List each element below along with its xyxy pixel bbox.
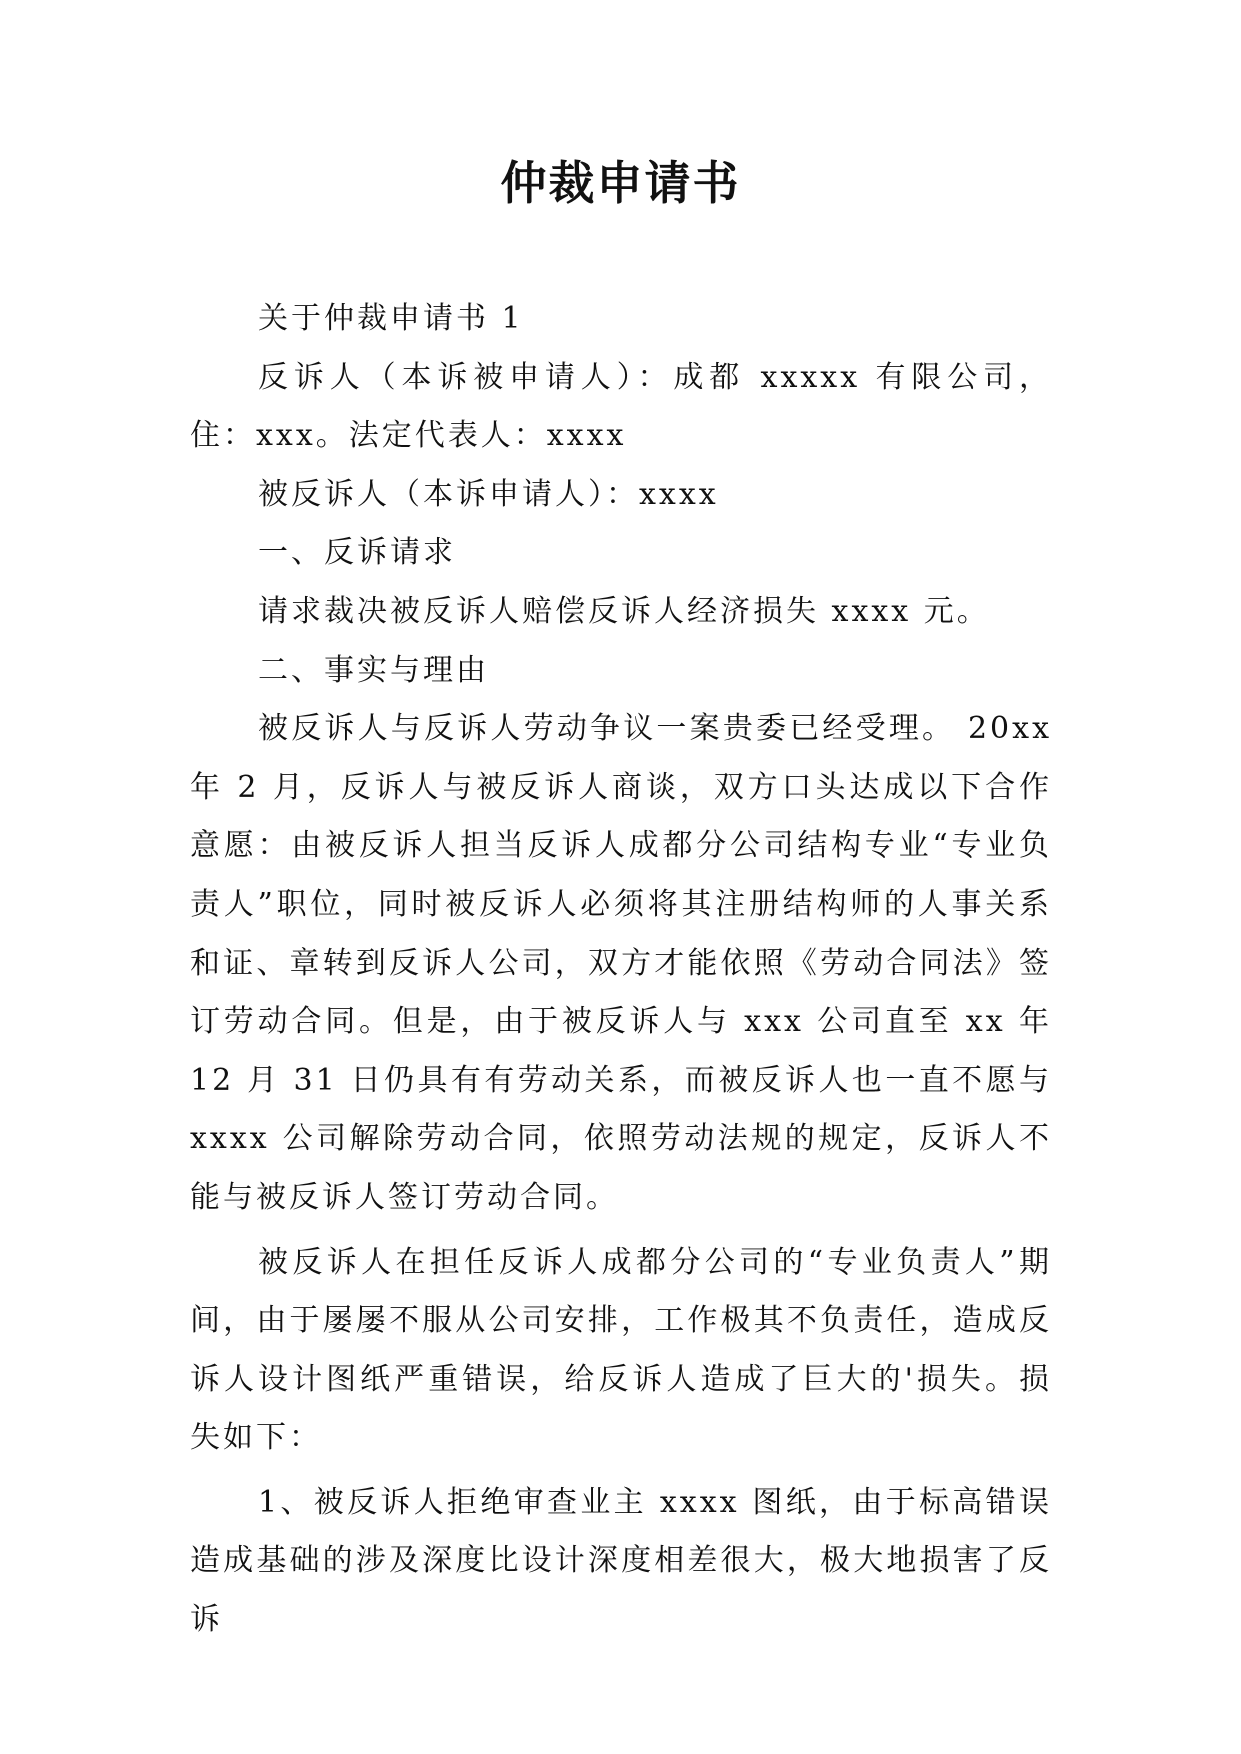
section-heading-facts: 二、事实与理由 (258, 652, 489, 688)
document-body (190, 290, 1052, 1650)
paragraph-facts-2: 被反诉人在担任反诉人成都分公司的“专业负责人”期间，由于屡屡不服从公司安排，工作极其不负责任，造成反诉人设计图纸严重错误，给反诉人造成了巨大的'损失。损失如下： (190, 1244, 1052, 1456)
paragraph-heading: 关于仲裁申请书 1 (258, 301, 524, 336)
paragraph-counterclaimant: 反诉人（本诉被申请人）：成都 xxxxx 有限公司，住：xxx。法定代表人：xxxx (190, 359, 1052, 454)
paragraph-facts-1: 被反诉人与反诉人劳动争议一案贵委已经受理。 20xx 年 2 月，反诉人与被反诉人商谈，双方口头达成以下合作意愿：由被反诉人担当反诉人成都分公司结构专业“专业负责人”职位，同时被反诉人必须将其注册结构师的人事关系和证、章转到反诉人公司，双方才能依照《劳动合同法》签订劳动合同。但是，由于被反诉人与 xxx 公司直至 xx 年 12 月 31 日仍具有有劳动关系，而被反诉人也一直不愿与 xxxx 公司解除劳动合同，依照劳动法规的规定，反诉人不能与被反诉人签订劳动合同。 (190, 711, 1052, 1215)
paragraph-respondent: 被反诉人（本诉申请人）：xxxx (258, 476, 719, 512)
section-heading-claims: 一、反诉请求 (258, 535, 456, 571)
paragraph-loss-item-1: 1、被反诉人拒绝审查业主 xxxx 图纸，由于标高错误造成基础的涉及深度比设计深度相差很大，极大地损害了反诉 (190, 1484, 1052, 1638)
document-title: 仲裁申请书 (500, 156, 741, 210)
paragraph-claim: 请求裁决被反诉人赔偿反诉人经济损失 xxxx 元。 (258, 593, 990, 629)
